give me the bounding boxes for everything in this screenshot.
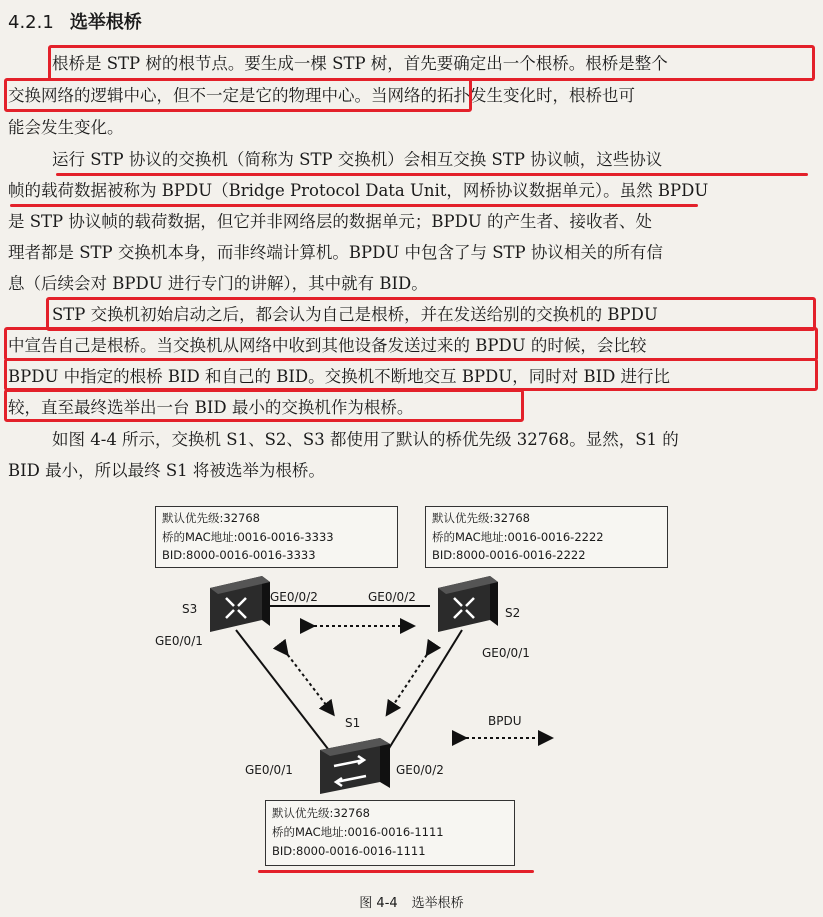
s1-label: S1: [345, 716, 361, 730]
s2-label: S2: [505, 606, 521, 620]
paragraph-3-line-3: BPDU 中指定的根桥 BID 和自己的 BID。交换机不断地交互 BPDU，同时对 BID 进行比: [8, 367, 671, 386]
paragraph-3-line-1: STP 交换机初始启动之后，都会认为自己是根桥，并在发送给别的交换机的 BPDU: [52, 305, 658, 324]
s3-mac: 桥的MAC地址:0016-0016-3333: [162, 530, 334, 544]
link-s2-s1: [383, 630, 462, 758]
bpdu-legend-label: BPDU: [488, 714, 522, 728]
highlight-box-p1-line1: [48, 45, 815, 81]
highlight-box-p3-line1: [46, 297, 816, 331]
switch-s1-icon: [320, 738, 390, 794]
s2-priority: 默认优先级:32768: [432, 511, 530, 525]
s3-info-box: [155, 506, 398, 568]
paragraph-1-line-1: 根桥是 STP 树的根节点。要生成一棵 STP 树，首先要确定出一个根桥。根桥是整个: [52, 54, 668, 73]
switch-s3-icon: [210, 576, 270, 632]
link-s3-s1: [236, 630, 335, 758]
s3-bid: BID:8000-0016-0016-3333: [162, 548, 316, 562]
s3-label: S3: [182, 602, 198, 616]
s3-port-ge002: GE0/0/2: [270, 590, 318, 604]
figure-title: 选举根桥: [411, 896, 464, 911]
paragraph-4-line-1: 如图 4-4 所示，交换机 S1、S2、S3 都使用了默认的桥优先级 32768。显然，S1 的: [52, 430, 679, 449]
highlight-box-p3-line4: [4, 389, 524, 422]
figure-caption: [0, 892, 823, 911]
s1-mac: 桥的MAC地址:0016-0016-1111: [272, 825, 444, 839]
paragraph-2-line-2: 帧的载荷数据被称为 BPDU（Bridge Protocol Data Unit，网桥协议数据单元）。虽然 BPDU: [8, 181, 709, 200]
s2-info-box: [425, 506, 668, 568]
s1-port-ge001: GE0/0/1: [245, 763, 293, 777]
paragraph-2-line-5: 息（后续会对 BPDU 进行专门的讲解），其中就有 BID。: [8, 274, 428, 293]
paragraph-3-line-4: 较，直至最终选举出一台 BID 最小的交换机作为根桥。: [8, 398, 414, 417]
underline-p2-line1: [56, 173, 808, 176]
paragraph-2-line-1: 运行 STP 协议的交换机（简称为 STP 交换机）会相互交换 STP 协议帧，这些协议: [52, 150, 663, 169]
s2-port-ge002: GE0/0/2: [368, 590, 416, 604]
switch-s2-icon: [438, 576, 498, 632]
s2-mac: 桥的MAC地址:0016-0016-2222: [432, 530, 604, 544]
s2-port-ge001: GE0/0/1: [482, 646, 530, 660]
s1-bid: BID:8000-0016-0016-1111: [272, 844, 426, 858]
paragraph-4-line-2: BID 最小，所以最终 S1 将被选举为根桥。: [8, 461, 325, 480]
s1-priority: 默认优先级:32768: [272, 806, 370, 820]
s1-info-box: [265, 800, 515, 866]
paragraph-2-line-4: 理者都是 STP 交换机本身，而非终端计算机。BPDU 中包含了与 STP 协议相关的所有信: [8, 243, 663, 262]
underline-p2-line2: [10, 204, 698, 207]
s3-port-ge001: GE0/0/1: [155, 634, 203, 648]
section-title: 选举根桥: [69, 12, 142, 33]
s1-port-ge002: GE0/0/2: [396, 763, 444, 777]
paragraph-2-line-3: 是 STP 协议帧的载荷数据，但它并非网络层的数据单元；BPDU 的产生者、接收者、处: [8, 212, 653, 231]
paragraph-1-line-2: 交换网络的逻辑中心，但不一定是它的物理中心。当网络的拓扑发生变化时，根桥也可: [8, 86, 635, 105]
highlight-box-p1-line2: [4, 78, 472, 112]
s3-priority: 默认优先级:32768: [162, 511, 260, 525]
figure-number: 图 4-4: [359, 896, 398, 911]
highlight-box-p3-line3: [4, 358, 818, 391]
paragraph-3-line-2: 中宣告自己是根桥。当交换机从网络中收到其他设备发送过来的 BPDU 的时候，会比较: [8, 336, 647, 355]
highlight-box-p3-line2: [4, 327, 818, 361]
section-heading: [8, 8, 142, 38]
s2-bid: BID:8000-0016-0016-2222: [432, 548, 586, 562]
paragraph-1-line-3: 能会发生变化。: [8, 118, 124, 137]
section-number: 4.2.1: [8, 12, 54, 33]
bpdu-arrow-s2-s1: [390, 650, 430, 710]
